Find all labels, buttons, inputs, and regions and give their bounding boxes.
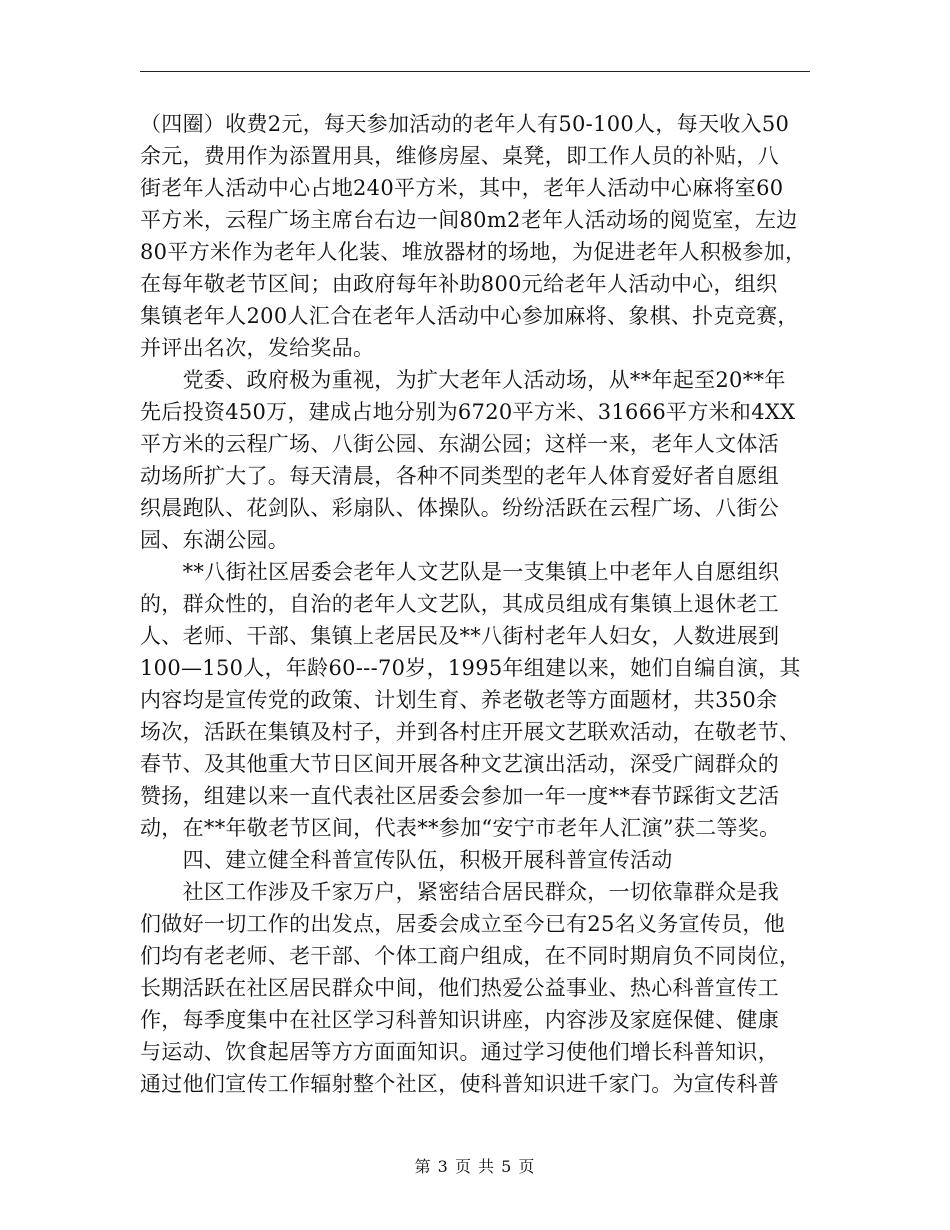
text-line: 余元，费用作为添置用具，维修房屋、桌凳，即工作人员的补贴，八 xyxy=(140,144,779,168)
text-line: 们均有老老师、老干部、个体工商户组成，在不同时期肩负不同岗位， xyxy=(140,944,801,968)
text-line: 在每年敬老节区间；由政府每年补助800元给老年人活动中心，组织 xyxy=(140,272,778,296)
page-number-footer: 第 3 页 共 5 页 xyxy=(414,1157,536,1176)
text-line: 赞扬，组建以来一直代表社区居委会参加一年一度**春节踩街文艺活 xyxy=(140,784,780,808)
text-line: 通过他们宣传工作辐射整个社区，使科普知识进千家门。为宣传科普 xyxy=(140,1072,779,1096)
text-line: 党委、政府极为重视，为扩大老年人活动场，从**年起至20**年 xyxy=(140,368,786,392)
text-line: 们做好一切工作的出发点，居委会成立至今已有25名义务宣传员，他 xyxy=(140,912,786,936)
text-line: 作，每季度集中在社区学习科普知识讲座，内容涉及家庭保健、健康 xyxy=(140,1008,779,1032)
text-line: 街老年人活动中心占地240平方米，其中，老年人活动中心麻将室60 xyxy=(140,176,784,200)
text-line: （四圈）收费2元，每天参加活动的老年人有50-100人，每天收入50 xyxy=(140,112,790,136)
text-line: 春节、及其他重大节日区间开展各种文艺演出活动，深受广阔群众的 xyxy=(140,752,779,776)
text-line: 动，在**年敬老节区间，代表**参加“安宁市老年人汇演”获二等奖。 xyxy=(140,816,781,840)
section-heading: 四、建立健全科普宣传队伍，积极开展科普宣传活动 xyxy=(140,848,673,872)
text-line: 动场所扩大了。每天清晨，各种不同类型的老年人体育爱好者自愿组 xyxy=(140,464,779,488)
text-line: 社区工作涉及千家万户，紧密结合居民群众，一切依靠群众是我 xyxy=(140,880,779,904)
text-line: 100—150人，年龄60---70岁，1995年组建以来，她们自编自演，其 xyxy=(140,656,801,680)
text-line: 场次，活跃在集镇及村子，并到各村庄开展文艺联欢活动，在敬老节、 xyxy=(140,720,801,744)
text-line: 集镇老年人200人汇合在老年人活动中心参加麻将、象棋、扑克竞赛， xyxy=(140,304,799,328)
text-line: 人、老师、干部、集镇上老居民及**八街村老年人妇女，人数进展到 xyxy=(140,624,780,648)
text-line: 长期活跃在社区居民群众中间，他们热爱公益事业、热心科普宣传工 xyxy=(140,976,779,1000)
text-line: 园、东湖公园。 xyxy=(140,528,290,552)
text-line: **八街社区居委会老年人文艺队是一支集镇上中老年人自愿组织 xyxy=(140,560,780,584)
text-line: 并评出名次，发给奖品。 xyxy=(140,336,375,360)
header-rule xyxy=(140,71,810,72)
text-line: 织晨跑队、花剑队、彩扇队、体操队。纷纷活跃在云程广场、八街公 xyxy=(140,496,779,520)
text-line: 先后投资450万，建成占地分别为6720平方米、31666平方米和4XX xyxy=(140,400,796,424)
document-body xyxy=(140,108,820,1100)
text-line: 内容均是宣传党的政策、计划生育、养老敬老等方面题材，共350余 xyxy=(140,688,778,712)
text-line: 平方米，云程广场主席台右边一间80m2老年人活动场的阅览室，左边 xyxy=(140,208,798,232)
text-line: 与运动、饮食起居等方方面面知识。通过学习使他们增长科普知识， xyxy=(140,1040,779,1064)
text-line: 80平方米作为老年人化装、堆放器材的场地，为促进老年人积极参加， xyxy=(140,240,807,264)
text-line: 平方米的云程广场、八街公园、东湖公园；这样一来，老年人文体活 xyxy=(140,432,779,456)
text-line: 的，群众性的，自治的老年人文艺队，其成员组成有集镇上退休老工 xyxy=(140,592,779,616)
